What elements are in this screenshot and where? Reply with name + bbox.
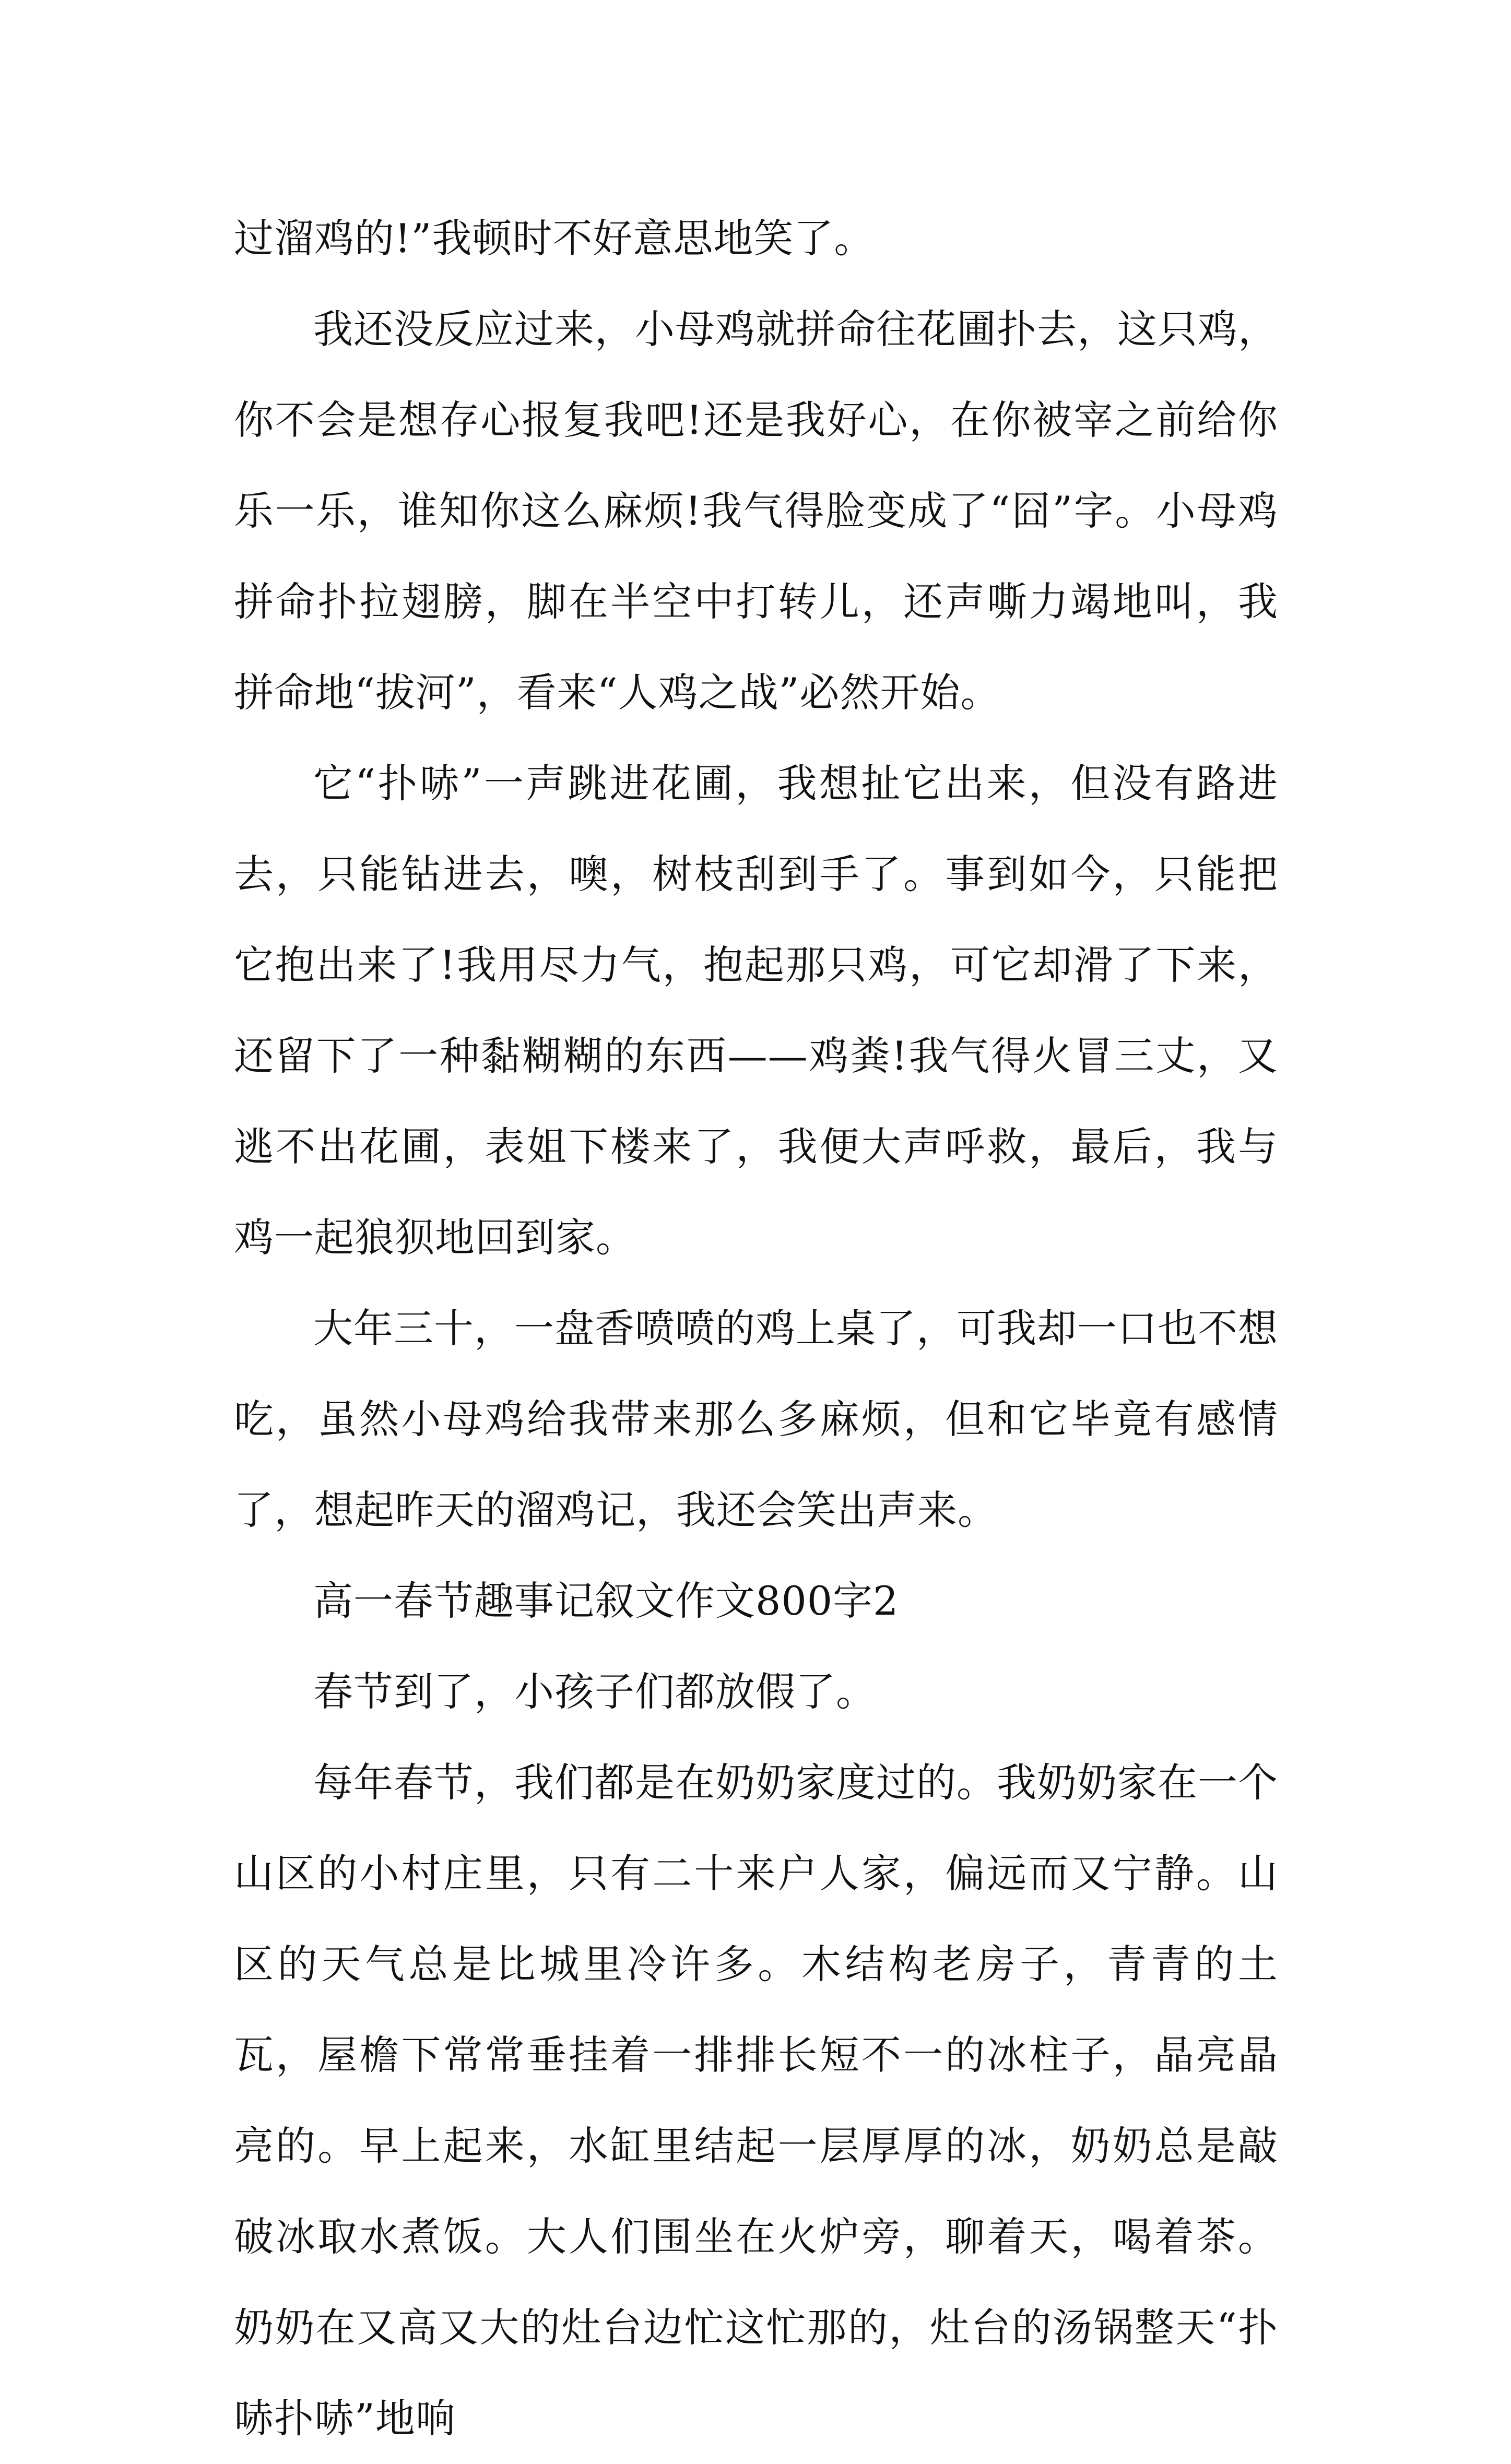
paragraph: 春节到了，小孩子们都放假了。 (313, 1668, 876, 1715)
paragraph: 我还没反应过来，小母鸡就拼命往花圃扑去，这只鸡，你不会是想存心报复我吧!还是我好心，在你被宰之前给你乐一乐，谁知你这么麻烦!我气得脸变成了“囧”字。小母鸡拼命扑拉翅膀，脚在半空中打转儿，还声嘶力竭地叫，我拼命地“拔河”，看来“人鸡之战”必然开始。 (234, 306, 1278, 716)
document-body (234, 193, 1278, 2464)
paragraph: 过溜鸡的!”我顿时不好意思地笑了。 (234, 215, 875, 262)
section-heading: 高一春节趣事记叙文作文800字2 (313, 1578, 899, 1624)
paragraph: 它“扑哧”一声跳进花圃，我想扯它出来，但没有路进去，只能钻进去，噢，树枝刮到手了。事到如今，只能把它抱出来了!我用尽力气，抱起那只鸡，可它却滑了下来，还留下了一种黏糊糊的东西——鸡粪!我气得火冒三丈，又逃不出花圃，表姐下楼来了，我便大声呼救，最后，我与鸡一起狼狈地回到家。 (234, 760, 1278, 1261)
paragraph: 每年春节，我们都是在奶奶家度过的。我奶奶家在一个山区的小村庄里，只有二十来户人家，偏远而又宁静。山区的天气总是比城里冷许多。木结构老房子，青青的土瓦，屋檐下常常垂挂着一排排长短不一的冰柱子，晶亮晶亮的。早上起来，水缸里结起一层厚厚的冰，奶奶总是敲破冰取水煮饭。大人们围坐在火炉旁，聊着天，喝着茶。奶奶在又高又大的灶台边忙这忙那的，灶台的汤锅整天“扑哧扑哧”地响 (234, 1759, 1278, 2442)
paragraph: 大年三十，一盘香喷喷的鸡上桌了，可我却一口也不想吃，虽然小母鸡给我带来那么多麻烦，但和它毕竟有感情了，想起昨天的溜鸡记，我还会笑出声来。 (234, 1305, 1278, 1533)
